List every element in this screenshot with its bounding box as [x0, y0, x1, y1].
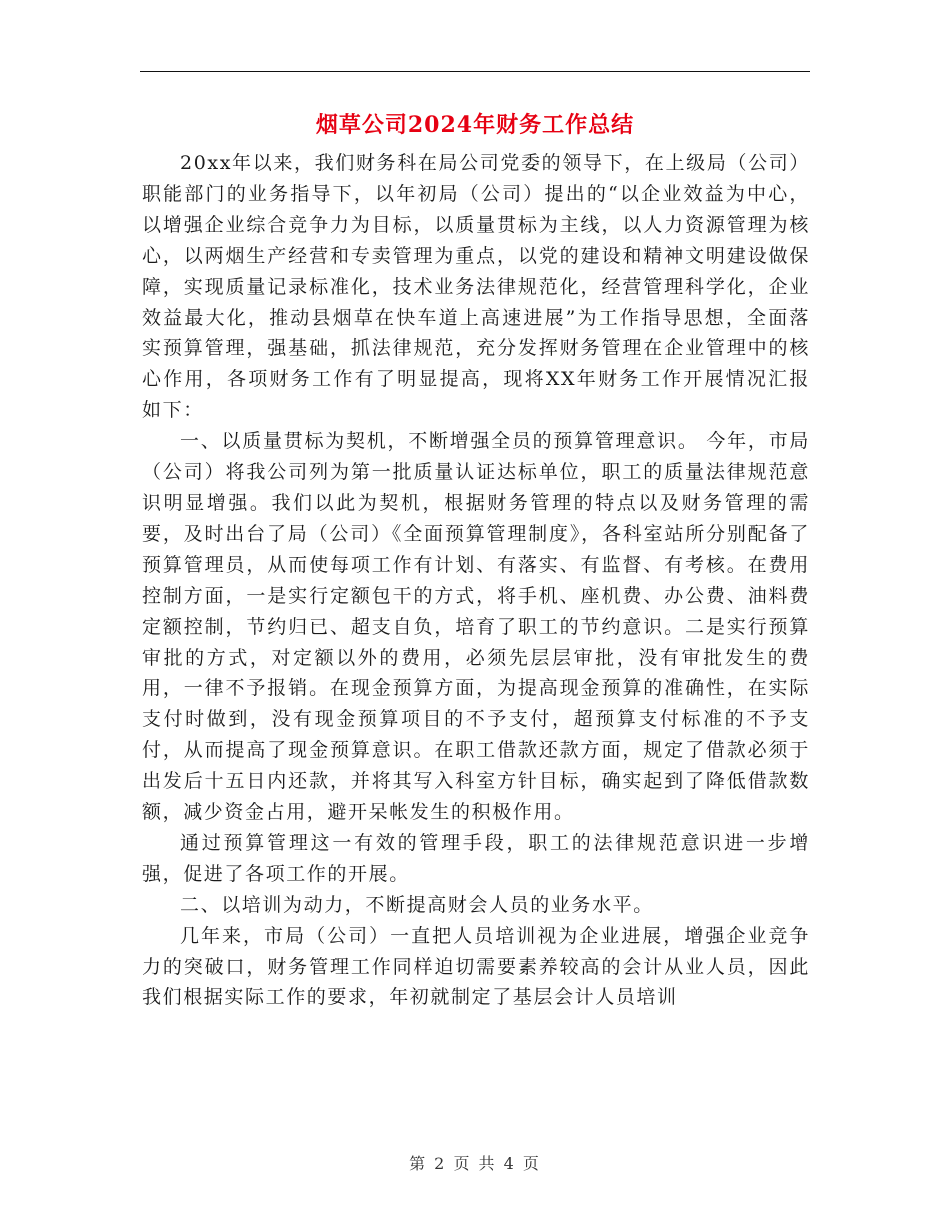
document-title: 烟草公司2024年财务工作总结	[315, 112, 635, 138]
document-body	[142, 148, 810, 1013]
paragraph-budget-summary: 通过预算管理这一有效的管理手段，职工的法律规范意识进一步增强，促进了各项工作的开展。	[142, 831, 810, 885]
paragraph-section-two-heading: 二、以培训为动力，不断提高财会人员的业务水平。	[180, 893, 654, 916]
paragraph-training: 几年来，市局（公司）一直把人员培训视为企业进展，增强企业竞争力的突破口，财务管理工作同样迫切需要素养较高的会计从业人员，因此我们根据实际工作的要求，年初就制定了基层会计人员培训	[142, 924, 810, 1009]
header-rule	[140, 71, 810, 72]
page-number: 第 2 页 共 4 页	[409, 1154, 541, 1173]
paragraph-section-one: 一、以质量贯标为契机，不断增强全员的预算管理意识。 今年，市局（公司）将我公司列为第一批质量认证达标单位，职工的质量法律规范意识明显增强。我们以此为契机，根据财务管理的特点以及财务管理的需要，及时出台了局（公司）《全面预算管理制度》，各科室站所分别配备了预算管理员，从而使每项工作有计划、有落实、有监督、有考核。在费用控制方面，一是实行定额包干的方式，将手机、座机费、办公费、油料费定额控制，节约归已、超支自负，培育了职工的节约意识。二是实行预算审批的方式，对定额以外的费用，必须先层层审批，没有审批发生的费用，一律不予报销。在现金预算方面，为提高现金预算的准确性，在实际支付时做到，没有现金预算项目的不予支付，超预算支付标准的不予支付，从而提高了现金预算意识。在职工借款还款方面，规定了借款必须于出发后十五日内还款，并将其写入科室方针目标，确实起到了降低借款数额，减少资金占用，避开呆帐发生的积极作用。	[142, 430, 810, 824]
paragraph-intro: 20xx年以来，我们财务科在局公司党委的领导下，在上级局（公司）职能部门的业务指导下，以年初局（公司）提出的“以企业效益为中心，以增强企业综合竞争力为目标，以质量贯标为主线，以人力资源管理为核心，以两烟生产经营和专卖管理为重点，以党的建设和精神文明建设做保障，实现质量记录标准化，技术业务法律规范化，经营管理科学化，企业效益最大化，推动县烟草在快车道上高速进展”为工作指导思想，全面落实预算管理，强基础，抓法律规范，充分发挥财务管理在企业管理中的核心作用，各项财务工作有了明显提高，现将XX年财务工作开展情况汇报如下：	[142, 152, 810, 422]
